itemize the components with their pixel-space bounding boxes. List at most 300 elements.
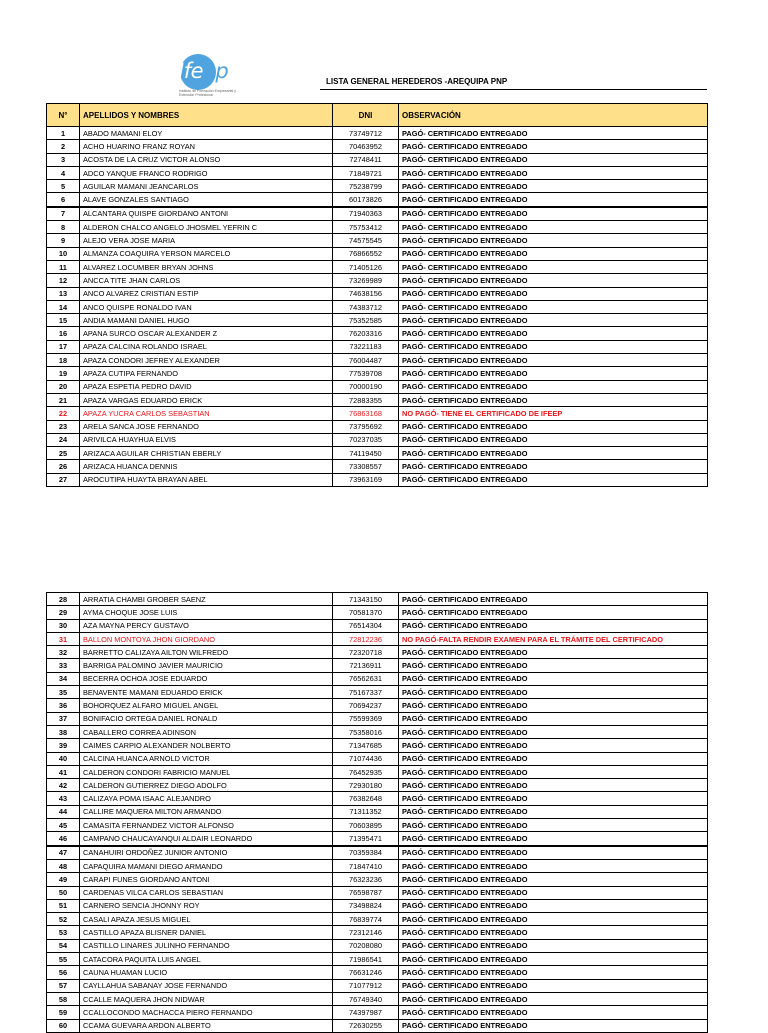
row-dni: 73308557 (333, 460, 399, 473)
logo-wordmark: Ifeep (178, 59, 229, 83)
row-observation: PAGÓ- CERTIFICADO ENTREGADO (399, 473, 708, 486)
row-name: BENAVENTE MAMANI EDUARDO ERICK (80, 686, 333, 699)
row-number: 48 (47, 859, 80, 872)
row-name: APAZA CUTIPA FERNANDO (80, 367, 333, 380)
row-name: CATACORA PAQUITA LUIS ANGEL (80, 953, 333, 966)
row-name: BARRIGA PALOMINO JAVIER MAURICIO (80, 659, 333, 672)
table-row (47, 926, 708, 939)
row-number: 47 (47, 846, 80, 860)
row-dni: 70463952 (333, 140, 399, 153)
row-dni: 72312146 (333, 926, 399, 939)
row-number: 6 (47, 193, 80, 207)
row-observation: PAGÓ- CERTIFICADO ENTREGADO (399, 433, 708, 446)
row-observation: PAGÓ- CERTIFICADO ENTREGADO (399, 420, 708, 433)
table-row (47, 686, 708, 699)
table-row (47, 354, 708, 367)
table-row (47, 1019, 708, 1032)
table-row (47, 992, 708, 1005)
table-row (47, 153, 708, 166)
row-name: CAUNA HUAMAN LUCIO (80, 966, 333, 979)
row-observation: PAGÓ- CERTIFICADO ENTREGADO (399, 207, 708, 221)
row-observation: PAGÓ- CERTIFICADO ENTREGADO (399, 140, 708, 153)
row-observation: PAGÓ- CERTIFICADO ENTREGADO (399, 873, 708, 886)
row-dni: 70000190 (333, 380, 399, 393)
row-dni: 70237035 (333, 433, 399, 446)
row-number: 54 (47, 939, 80, 952)
row-dni: 71405126 (333, 260, 399, 273)
ifeep-logo (172, 52, 262, 102)
row-name: CANAHUIRI ORDOÑEZ JUNIOR ANTONIO (80, 846, 333, 860)
row-name: CAPAQUIRA MAMANI DIEGO ARMANDO (80, 859, 333, 872)
table-row (47, 886, 708, 899)
row-dni: 76514304 (333, 619, 399, 632)
row-number: 37 (47, 712, 80, 725)
heirs-table-page-1 (46, 103, 708, 487)
table-row (47, 393, 708, 406)
row-name: CCALLOCONDO MACHACCA PIERO FERNANDO (80, 1006, 333, 1019)
row-observation: PAGÓ- CERTIFICADO ENTREGADO (399, 127, 708, 140)
row-observation: PAGÓ- CERTIFICADO ENTREGADO (399, 274, 708, 287)
table-row (47, 460, 708, 473)
row-number: 22 (47, 407, 80, 420)
row-name: ANCO ALVAREZ CRISTIAN ESTIP (80, 287, 333, 300)
row-name: ANCCA TITE JHAN CARLOS (80, 274, 333, 287)
row-observation: PAGÓ- CERTIFICADO ENTREGADO (399, 966, 708, 979)
row-dni: 71847410 (333, 859, 399, 872)
table-row (47, 207, 708, 221)
row-number: 45 (47, 819, 80, 832)
row-name: BONIFACIO ORTEGA DANIEL RONALD (80, 712, 333, 725)
row-name: CAIMES CARPIO ALEXANDER NOLBERTO (80, 739, 333, 752)
row-number: 21 (47, 393, 80, 406)
row-name: APAZA VARGAS EDUARDO ERICK (80, 393, 333, 406)
table-row (47, 765, 708, 778)
row-name: BOHORQUEZ ALFARO MIGUEL ANGEL (80, 699, 333, 712)
table-row (47, 166, 708, 179)
row-number: 28 (47, 593, 80, 606)
row-observation: PAGÓ- CERTIFICADO ENTREGADO (399, 221, 708, 234)
row-observation: PAGÓ- CERTIFICADO ENTREGADO (399, 393, 708, 406)
table-row (47, 846, 708, 860)
row-number: 43 (47, 792, 80, 805)
row-number: 30 (47, 619, 80, 632)
row-name: CABALLERO CORREA ADINSON (80, 725, 333, 738)
row-number: 9 (47, 234, 80, 247)
row-name: APAZA ESPETIA PEDRO DAVID (80, 380, 333, 393)
row-number: 11 (47, 260, 80, 273)
row-name: ALMANZA COAQUIRA YERSON MARCELO (80, 247, 333, 260)
row-dni: 75358016 (333, 725, 399, 738)
row-observation: PAGÓ- CERTIFICADO ENTREGADO (399, 752, 708, 765)
row-number: 31 (47, 632, 80, 645)
header-dni: DNI (333, 104, 399, 127)
row-number: 38 (47, 725, 80, 738)
row-number: 40 (47, 752, 80, 765)
row-observation: PAGÓ- CERTIFICADO ENTREGADO (399, 153, 708, 166)
row-name: ANDIA MAMANI DANIEL HUGO (80, 314, 333, 327)
row-number: 32 (47, 646, 80, 659)
table-row (47, 672, 708, 685)
row-number: 5 (47, 180, 80, 193)
row-number: 15 (47, 314, 80, 327)
row-dni: 70359384 (333, 846, 399, 860)
row-number: 44 (47, 805, 80, 818)
row-name: CCALLE MAQUERA JHON NIDWAR (80, 992, 333, 1005)
row-dni: 71343150 (333, 593, 399, 606)
row-name: ALDERON CHALCO ANGELO JHOSMEL YEFRIN C (80, 221, 333, 234)
row-observation: PAGÓ- CERTIFICADO ENTREGADO (399, 606, 708, 619)
row-dni: 70603895 (333, 819, 399, 832)
header-observation: OBSERVACIÓN (399, 104, 708, 127)
header-number: N° (47, 104, 80, 127)
row-number: 58 (47, 992, 80, 1005)
row-observation: PAGÓ- CERTIFICADO ENTREGADO (399, 659, 708, 672)
row-number: 26 (47, 460, 80, 473)
row-dni: 70694237 (333, 699, 399, 712)
table-row (47, 859, 708, 872)
table-row (47, 247, 708, 260)
table-row (47, 712, 708, 725)
row-dni: 76203316 (333, 327, 399, 340)
row-observation: PAGÓ- CERTIFICADO ENTREGADO (399, 340, 708, 353)
row-dni: 71940363 (333, 207, 399, 221)
table-row (47, 739, 708, 752)
table-row (47, 832, 708, 846)
row-name: ARIZACA AGUILAR CHRISTIAN EBERLY (80, 447, 333, 460)
row-number: 49 (47, 873, 80, 886)
row-name: APANA SURCO OSCAR ALEXANDER Z (80, 327, 333, 340)
row-observation: PAGÓ- CERTIFICADO ENTREGADO (399, 686, 708, 699)
row-observation: PAGÓ- CERTIFICADO ENTREGADO (399, 619, 708, 632)
row-name: CALCINA HUANCA ARNOLD VICTOR (80, 752, 333, 765)
row-number: 8 (47, 221, 80, 234)
row-dni: 75753412 (333, 221, 399, 234)
row-dni: 74383712 (333, 300, 399, 313)
row-observation: PAGÓ- CERTIFICADO ENTREGADO (399, 979, 708, 992)
row-observation: PAGÓ- CERTIFICADO ENTREGADO (399, 300, 708, 313)
row-observation: PAGÓ- CERTIFICADO ENTREGADO (399, 765, 708, 778)
row-dni: 76866552 (333, 247, 399, 260)
table-row (47, 367, 708, 380)
row-number: 23 (47, 420, 80, 433)
table-row (47, 380, 708, 393)
row-observation: PAGÓ- CERTIFICADO ENTREGADO (399, 739, 708, 752)
row-name: ACHO HUARINO FRANZ ROYAN (80, 140, 333, 153)
row-number: 20 (47, 380, 80, 393)
row-number: 2 (47, 140, 80, 153)
row-observation: PAGÓ- CERTIFICADO ENTREGADO (399, 725, 708, 738)
table-row (47, 873, 708, 886)
row-name: CCAMA GUEVARA ARDON ALBERTO (80, 1019, 333, 1032)
row-observation: PAGÓ- CERTIFICADO ENTREGADO (399, 234, 708, 247)
row-number: 16 (47, 327, 80, 340)
row-name: BALLON MONTOYA JHON GIORDANO (80, 632, 333, 645)
row-observation: PAGÓ- CERTIFICADO ENTREGADO (399, 819, 708, 832)
row-name: CAYLLAHUA SABANAY JOSE FERNANDO (80, 979, 333, 992)
row-observation: PAGÓ- CERTIFICADO ENTREGADO (399, 166, 708, 179)
row-dni: 72812236 (333, 632, 399, 645)
row-dni: 70581370 (333, 606, 399, 619)
row-dni: 71077912 (333, 979, 399, 992)
row-name: CAMPANO CHAUCAYANQUI ALDAIR LEONARDO (80, 832, 333, 846)
table-row (47, 606, 708, 619)
row-dni: 75238799 (333, 180, 399, 193)
table-row (47, 314, 708, 327)
row-number: 51 (47, 899, 80, 912)
row-number: 42 (47, 779, 80, 792)
table-row (47, 287, 708, 300)
row-name: ARELA SANCA JOSE FERNANDO (80, 420, 333, 433)
row-name: CASTILLO LINARES JULINHO FERNANDO (80, 939, 333, 952)
row-name: ANCO QUISPE RONALDO IVAN (80, 300, 333, 313)
row-name: CALIZAYA POMA ISAAC ALEJANDRO (80, 792, 333, 805)
row-number: 34 (47, 672, 80, 685)
row-number: 41 (47, 765, 80, 778)
row-name: ACOSTA DE LA CRUZ VICTOR ALONSO (80, 153, 333, 166)
row-observation: PAGÓ- CERTIFICADO ENTREGADO (399, 460, 708, 473)
row-name: ALEJO VERA JOSE MARIA (80, 234, 333, 247)
row-dni: 72630255 (333, 1019, 399, 1032)
table-row (47, 340, 708, 353)
row-observation: PAGÓ- CERTIFICADO ENTREGADO (399, 846, 708, 860)
row-number: 14 (47, 300, 80, 313)
row-dni: 60173826 (333, 193, 399, 207)
row-dni: 70208080 (333, 939, 399, 952)
row-name: ALAVE GONZALES SANTIAGO (80, 193, 333, 207)
row-name: AGUILAR MAMANI JEANCARLOS (80, 180, 333, 193)
row-observation: PAGÓ- CERTIFICADO ENTREGADO (399, 859, 708, 872)
logo-subtitle: Instituto de Formación Empresarial y Extensión Profesional (179, 89, 236, 97)
table-row (47, 805, 708, 818)
row-observation: NO PAGÓ-FALTA RENDIR EXAMEN PARA EL TRÁMITE DEL CERTIFICADO (399, 632, 708, 645)
row-name: CASALI APAZA JESUS MIGUEL (80, 913, 333, 926)
row-dni: 71849721 (333, 166, 399, 179)
table-row (47, 127, 708, 140)
row-name: ARIZACA HUANCA DENNIS (80, 460, 333, 473)
table-row (47, 752, 708, 765)
row-dni: 71986541 (333, 953, 399, 966)
row-name: CALLIRE MAQUERA MILTON ARMANDO (80, 805, 333, 818)
row-number: 35 (47, 686, 80, 699)
row-dni: 72883355 (333, 393, 399, 406)
row-name: ABADO MAMANI ELOY (80, 127, 333, 140)
row-observation: PAGÓ- CERTIFICADO ENTREGADO (399, 287, 708, 300)
row-number: 3 (47, 153, 80, 166)
row-dni: 73795692 (333, 420, 399, 433)
row-number: 24 (47, 433, 80, 446)
row-dni: 76631246 (333, 966, 399, 979)
row-dni: 71074436 (333, 752, 399, 765)
row-dni: 76562631 (333, 672, 399, 685)
row-number: 36 (47, 699, 80, 712)
row-observation: PAGÓ- CERTIFICADO ENTREGADO (399, 779, 708, 792)
row-dni: 73269989 (333, 274, 399, 287)
row-number: 52 (47, 913, 80, 926)
table-row (47, 659, 708, 672)
table-row (47, 593, 708, 606)
table-row (47, 140, 708, 153)
table-row (47, 221, 708, 234)
row-observation: PAGÓ- CERTIFICADO ENTREGADO (399, 1006, 708, 1019)
row-name: CARDENAS VILCA CARLOS SEBASTIAN (80, 886, 333, 899)
row-observation: PAGÓ- CERTIFICADO ENTREGADO (399, 712, 708, 725)
row-dni: 76323236 (333, 873, 399, 886)
row-number: 60 (47, 1019, 80, 1032)
row-dni: 74575545 (333, 234, 399, 247)
row-dni: 76749340 (333, 992, 399, 1005)
row-number: 53 (47, 926, 80, 939)
row-number: 59 (47, 1006, 80, 1019)
row-observation: PAGÓ- CERTIFICADO ENTREGADO (399, 646, 708, 659)
row-number: 33 (47, 659, 80, 672)
row-number: 10 (47, 247, 80, 260)
row-observation: PAGÓ- CERTIFICADO ENTREGADO (399, 792, 708, 805)
row-observation: NO PAGÓ- TIENE EL CERTIFICADO DE IFEEP (399, 407, 708, 420)
table-row (47, 939, 708, 952)
table-row (47, 819, 708, 832)
row-name: AROCUTIPA HUAYTA BRAYAN ABEL (80, 473, 333, 486)
table-row (47, 913, 708, 926)
row-name: CASTILLO APAZA BLISNER DANIEL (80, 926, 333, 939)
table-row (47, 180, 708, 193)
table-row (47, 433, 708, 446)
table-row (47, 447, 708, 460)
table-row (47, 260, 708, 273)
header-names: APELLIDOS Y NOMBRES (80, 104, 333, 127)
row-name: APAZA CONDORI JEFREY ALEXANDER (80, 354, 333, 367)
table-row (47, 779, 708, 792)
row-dni: 73963169 (333, 473, 399, 486)
row-number: 17 (47, 340, 80, 353)
row-observation: PAGÓ- CERTIFICADO ENTREGADO (399, 699, 708, 712)
table-row (47, 1006, 708, 1019)
row-observation: PAGÓ- CERTIFICADO ENTREGADO (399, 367, 708, 380)
row-dni: 75599369 (333, 712, 399, 725)
row-dni: 76382648 (333, 792, 399, 805)
row-observation: PAGÓ- CERTIFICADO ENTREGADO (399, 1019, 708, 1032)
row-number: 56 (47, 966, 80, 979)
row-observation: PAGÓ- CERTIFICADO ENTREGADO (399, 447, 708, 460)
row-number: 12 (47, 274, 80, 287)
row-name: ALVAREZ LOCUMBER BRYAN JOHNS (80, 260, 333, 273)
row-number: 57 (47, 979, 80, 992)
row-name: CALDERON CONDORI FABRICIO MANUEL (80, 765, 333, 778)
row-dni: 73221183 (333, 340, 399, 353)
row-number: 39 (47, 739, 80, 752)
table-row (47, 300, 708, 313)
row-observation: PAGÓ- CERTIFICADO ENTREGADO (399, 193, 708, 207)
row-dni: 76004487 (333, 354, 399, 367)
title-divider (320, 89, 707, 90)
row-name: CALDERON GUTIERREZ DIEGO ADOLFO (80, 779, 333, 792)
row-name: BECERRA OCHOA JOSE EDUARDO (80, 672, 333, 685)
table-row (47, 327, 708, 340)
heirs-table-page-2 (46, 592, 708, 1033)
row-dni: 71311352 (333, 805, 399, 818)
row-dni: 76598787 (333, 886, 399, 899)
row-dni: 73749712 (333, 127, 399, 140)
row-dni: 75352585 (333, 314, 399, 327)
row-dni: 72748411 (333, 153, 399, 166)
row-observation: PAGÓ- CERTIFICADO ENTREGADO (399, 247, 708, 260)
row-name: BARRETTO CALIZAYA AILTON WILFREDO (80, 646, 333, 659)
row-name: CARAPI FUNES GIORDANO ANTONI (80, 873, 333, 886)
document-title: LISTA GENERAL HEREDEROS -AREQUIPA PNP (326, 77, 508, 86)
table-row (47, 234, 708, 247)
row-dni: 72320718 (333, 646, 399, 659)
row-dni: 76839774 (333, 913, 399, 926)
row-observation: PAGÓ- CERTIFICADO ENTREGADO (399, 913, 708, 926)
table-row (47, 699, 708, 712)
row-dni: 77539708 (333, 367, 399, 380)
table-row (47, 619, 708, 632)
table-row (47, 473, 708, 486)
row-dni: 72136911 (333, 659, 399, 672)
table-header-row (47, 104, 708, 127)
row-name: AZA MAYNA PERCY GUSTAVO (80, 619, 333, 632)
row-dni: 74119450 (333, 447, 399, 460)
table-row (47, 420, 708, 433)
row-observation: PAGÓ- CERTIFICADO ENTREGADO (399, 260, 708, 273)
row-observation: PAGÓ- CERTIFICADO ENTREGADO (399, 380, 708, 393)
table-row (47, 953, 708, 966)
row-observation: PAGÓ- CERTIFICADO ENTREGADO (399, 899, 708, 912)
table-row (47, 899, 708, 912)
row-name: CAMASITA FERNANDEZ VICTOR ALFONSO (80, 819, 333, 832)
row-number: 1 (47, 127, 80, 140)
row-dni: 73498824 (333, 899, 399, 912)
row-observation: PAGÓ- CERTIFICADO ENTREGADO (399, 953, 708, 966)
row-observation: PAGÓ- CERTIFICADO ENTREGADO (399, 805, 708, 818)
row-number: 13 (47, 287, 80, 300)
row-dni: 72930180 (333, 779, 399, 792)
row-name: APAZA YUCRA CARLOS SEBASTIAN (80, 407, 333, 420)
row-dni: 75167337 (333, 686, 399, 699)
row-name: AYMA CHOQUE JOSE LUIS (80, 606, 333, 619)
table-row (47, 407, 708, 420)
row-number: 25 (47, 447, 80, 460)
row-name: ARIVILCA HUAYHUA ELVIS (80, 433, 333, 446)
row-dni: 71347685 (333, 739, 399, 752)
row-name: ARRATIA CHAMBI GROBER SAENZ (80, 593, 333, 606)
row-number: 50 (47, 886, 80, 899)
row-observation: PAGÓ- CERTIFICADO ENTREGADO (399, 354, 708, 367)
row-number: 27 (47, 473, 80, 486)
row-observation: PAGÓ- CERTIFICADO ENTREGADO (399, 886, 708, 899)
row-number: 46 (47, 832, 80, 846)
row-number: 19 (47, 367, 80, 380)
row-number: 29 (47, 606, 80, 619)
row-dni: 71395471 (333, 832, 399, 846)
row-dni: 74638156 (333, 287, 399, 300)
row-number: 18 (47, 354, 80, 367)
row-observation: PAGÓ- CERTIFICADO ENTREGADO (399, 832, 708, 846)
row-observation: PAGÓ- CERTIFICADO ENTREGADO (399, 992, 708, 1005)
row-dni: 74397987 (333, 1006, 399, 1019)
row-name: ADCO YANQUE FRANCO RODRIGO (80, 166, 333, 179)
row-dni: 76452935 (333, 765, 399, 778)
table-row (47, 646, 708, 659)
table-row (47, 193, 708, 207)
row-observation: PAGÓ- CERTIFICADO ENTREGADO (399, 593, 708, 606)
row-name: CARNERO SENCIA JHONNY ROY (80, 899, 333, 912)
row-name: ALCANTARA QUISPE GIORDANO ANTONI (80, 207, 333, 221)
row-dni: 76863168 (333, 407, 399, 420)
table-row (47, 632, 708, 645)
row-number: 4 (47, 166, 80, 179)
row-observation: PAGÓ- CERTIFICADO ENTREGADO (399, 314, 708, 327)
row-observation: PAGÓ- CERTIFICADO ENTREGADO (399, 939, 708, 952)
